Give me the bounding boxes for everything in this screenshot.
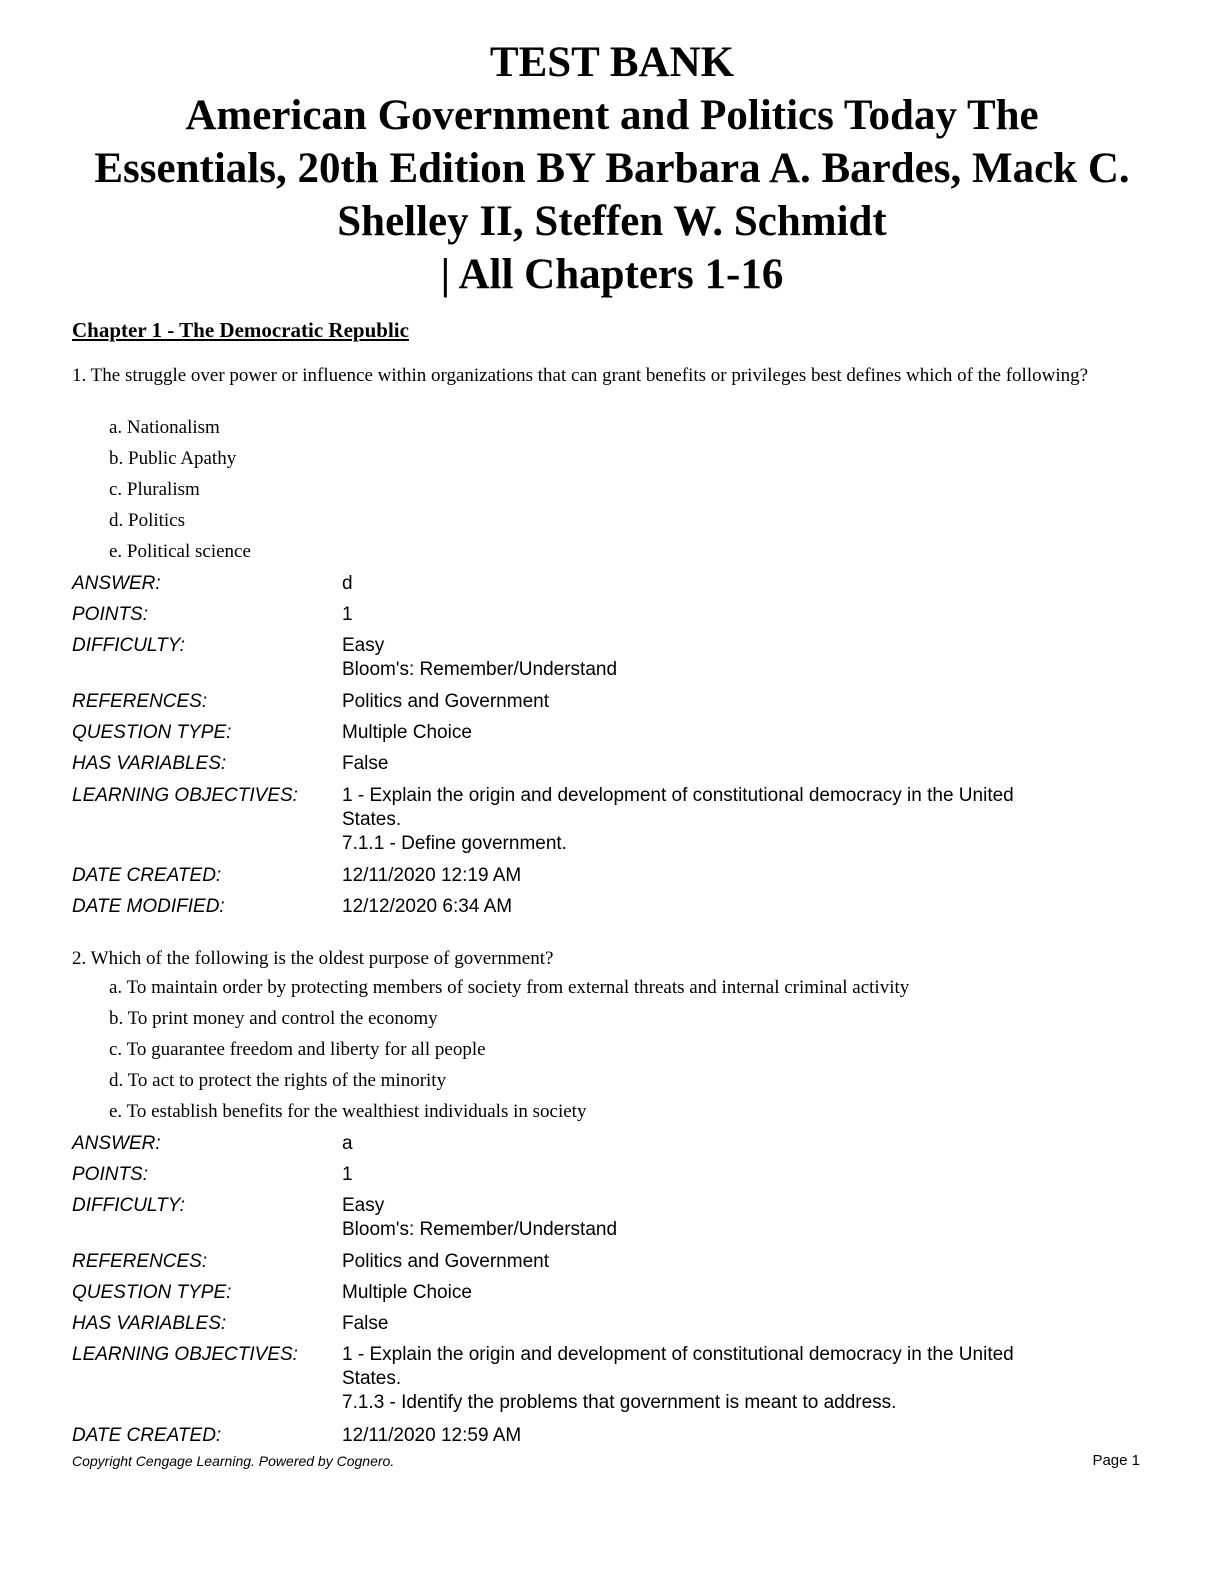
learning-objective-line: 1 - Explain the origin and development of constitutional democracy in the United: [342, 1344, 1014, 1365]
references-label: REFERENCES:: [72, 691, 208, 712]
references-value: Politics and Government: [342, 691, 549, 712]
points-value: 1: [342, 1164, 353, 1185]
title-line: Essentials, 20th Edition BY Barbara A. Bardes, Mack C.: [94, 145, 1130, 192]
question-type-value: Multiple Choice: [342, 1282, 472, 1303]
answer-label: ANSWER:: [72, 573, 161, 594]
date-created-label: DATE CREATED:: [72, 865, 222, 886]
page-number: Page 1: [1092, 1452, 1140, 1469]
learning-objectives-value: [342, 1343, 1142, 1415]
question-1-choice-e: e. Political science: [109, 541, 251, 562]
answer-value: a: [342, 1133, 353, 1154]
question-2-choice-e: e. To establish benefits for the wealthiest individuals in society: [109, 1101, 587, 1122]
difficulty-label: DIFFICULTY:: [72, 635, 185, 656]
difficulty-value: [342, 1194, 1142, 1242]
has-variables-label: HAS VARIABLES:: [72, 1313, 227, 1334]
learning-objective-line: 7.1.1 - Define government.: [342, 833, 567, 854]
question-2-choice-a: a. To maintain order by protecting members of society from external threats and internal criminal activity: [109, 977, 910, 998]
learning-objective-line: 1 - Explain the origin and development of constitutional democracy in the United: [342, 785, 1014, 806]
difficulty-value: [342, 634, 1142, 682]
chapter-heading: Chapter 1 - The Democratic Republic: [72, 318, 409, 342]
difficulty-label: DIFFICULTY:: [72, 1195, 185, 1216]
learning-objective-line: States.: [342, 809, 402, 830]
question-2-choice-c: c. To guarantee freedom and liberty for all people: [109, 1039, 486, 1060]
question-type-value: Multiple Choice: [342, 722, 472, 743]
points-label: POINTS:: [72, 1164, 149, 1185]
question-type-label: QUESTION TYPE:: [72, 1282, 232, 1303]
question-2-text: 2. Which of the following is the oldest purpose of government?: [72, 948, 554, 969]
title-line: American Government and Politics Today The: [185, 92, 1039, 139]
question-1-choice-c: c. Pluralism: [109, 479, 200, 500]
answer-label: ANSWER:: [72, 1133, 161, 1154]
question-1-text: 1. The struggle over power or influence within organizations that can grant benefits or privileges best defines which of the following?: [72, 365, 1089, 386]
date-created-value: 12/11/2020 12:59 AM: [342, 1425, 522, 1446]
points-label: POINTS:: [72, 604, 149, 625]
difficulty-level: Easy: [342, 635, 385, 656]
difficulty-level: Easy: [342, 1195, 385, 1216]
footer-copyright: Copyright Cengage Learning. Powered by Cognero.: [72, 1453, 395, 1469]
question-1-choice-a: a. Nationalism: [109, 417, 220, 438]
document-title: [40, 36, 1184, 301]
question-1-choice-b: b. Public Apathy: [109, 448, 237, 469]
question-2-choice-d: d. To act to protect the rights of the minority: [109, 1070, 447, 1091]
learning-objectives-value: [342, 784, 1142, 856]
question-2-choice-b: b. To print money and control the economy: [109, 1008, 438, 1029]
answer-value: d: [342, 573, 353, 594]
title-line: Shelley II, Steffen W. Schmidt: [337, 198, 887, 245]
date-modified-label: DATE MODIFIED:: [72, 896, 225, 917]
difficulty-bloom: Bloom's: Remember/Understand: [342, 659, 618, 680]
date-created-value: 12/11/2020 12:19 AM: [342, 865, 522, 886]
has-variables-value: False: [342, 753, 389, 774]
has-variables-label: HAS VARIABLES:: [72, 753, 227, 774]
question-1-choice-d: d. Politics: [109, 510, 186, 531]
references-label: REFERENCES:: [72, 1251, 208, 1272]
date-modified-value: 12/12/2020 6:34 AM: [342, 896, 513, 917]
points-value: 1: [342, 604, 353, 625]
learning-objective-line: States.: [342, 1368, 402, 1389]
learning-objectives-label: LEARNING OBJECTIVES:: [72, 785, 298, 806]
references-value: Politics and Government: [342, 1251, 549, 1272]
title-line: TEST BANK: [489, 39, 735, 86]
learning-objective-line: 7.1.3 - Identify the problems that government is meant to address.: [342, 1392, 897, 1413]
learning-objectives-label: LEARNING OBJECTIVES:: [72, 1344, 298, 1365]
question-type-label: QUESTION TYPE:: [72, 722, 232, 743]
title-line: | All Chapters 1-16: [440, 251, 784, 298]
difficulty-bloom: Bloom's: Remember/Understand: [342, 1219, 618, 1240]
date-created-label: DATE CREATED:: [72, 1425, 222, 1446]
has-variables-value: False: [342, 1313, 389, 1334]
